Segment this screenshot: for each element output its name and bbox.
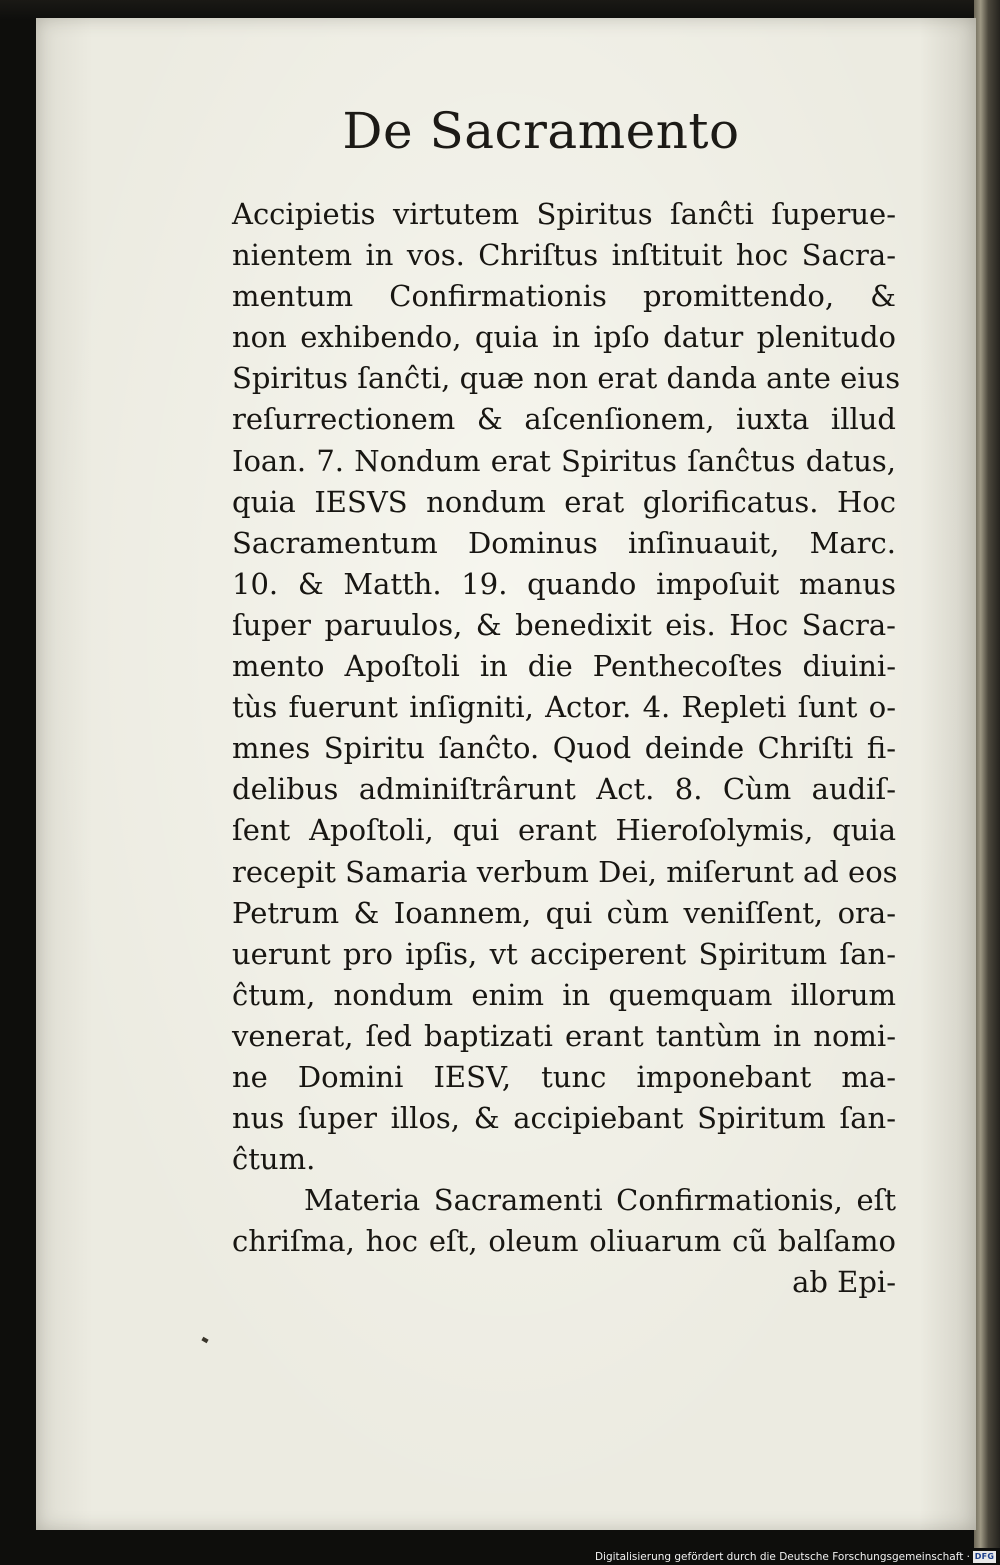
text-line: ſent Apoſtoli, qui erant Hieroſolymis, quia [232,813,896,848]
text-line: Spiritus ſanĉti, quæ non erat danda ante eius [232,361,901,396]
text-line: mentum Confirmationis promittendo, & [232,279,896,314]
dfg-logo: DFG [974,1552,995,1561]
text-line: non exhibendo, quia in ipſo datur plenitudo [232,320,896,355]
text-line: Petrum & Ioannem, qui cùm veniſſent, ora- [232,895,896,930]
text-line: mnes Spiritu ſanĉto. Quod deinde Chriſti fi- [232,731,896,766]
text-line: Ioan. 7. Nondum erat Spiritus ſanĉtus datus, [232,443,896,478]
book-page [36,18,976,1530]
text-line: ĉtum. [232,1142,316,1177]
running-head: De Sacramento [342,102,740,160]
text-line: recepit Samaria verbum Dei, miſerunt ad eos [232,854,898,889]
book-edge-top [0,0,1000,20]
text-line: Sacramentum Dominus inſinuauit, Marc. [232,525,896,560]
text-line: tùs fuerunt inſigniti, Actor. 4. Repleti ſunt o- [232,690,896,725]
text-line: Accipietis virtutem Spiritus ſanĉti ſuperue- [232,197,896,231]
text-line: quia IESVS nondum erat glorificatus. Hoc [232,484,896,519]
text-line: 10. & Matth. 19. quando impoſuit manus [232,566,896,601]
text-line: ne Domini IESV, tunc imponebant ma- [232,1059,896,1094]
text-line: nientem in vos. Chriſtus inſtituit hoc Sacra- [232,238,896,273]
text-line: nus ſuper illos, & accipiebant Spiritum ſan- [232,1101,896,1136]
digitization-credit: Digitalisierung gefördert durch die Deutsche Forschungsgemeinschaft · [594,1551,970,1563]
book-edge-right [974,0,1000,1548]
paragraph-2-line: Materia Sacramenti Confirmationis, eſt [304,1183,896,1218]
text-line: uerunt pro ipſis, vt acciperent Spiritum ſan- [232,936,896,971]
text-line: ĉtum, nondum enim in quemquam illorum [232,977,896,1012]
text-line: ſuper paruulos, & benedixit eis. Hoc Sacra- [232,607,896,642]
catchword: ab Epi- [792,1265,896,1300]
text-line: mento Apoſtoli in die Penthecoſtes diuini- [232,649,896,684]
paragraph-2-line: chriſma, hoc eſt, oleum oliuarum cũ balſamo [232,1224,896,1259]
text-line: reſurrectionem & aſcenſionem, iuxta illud [232,402,896,437]
footer-bar [0,1548,1000,1565]
body-text [232,194,901,1304]
text-line: venerat, ſed baptizati erant tantùm in nomi- [232,1018,896,1053]
text-line: delibus adminiſtrârunt Act. 8. Cùm audiſ- [232,772,896,807]
